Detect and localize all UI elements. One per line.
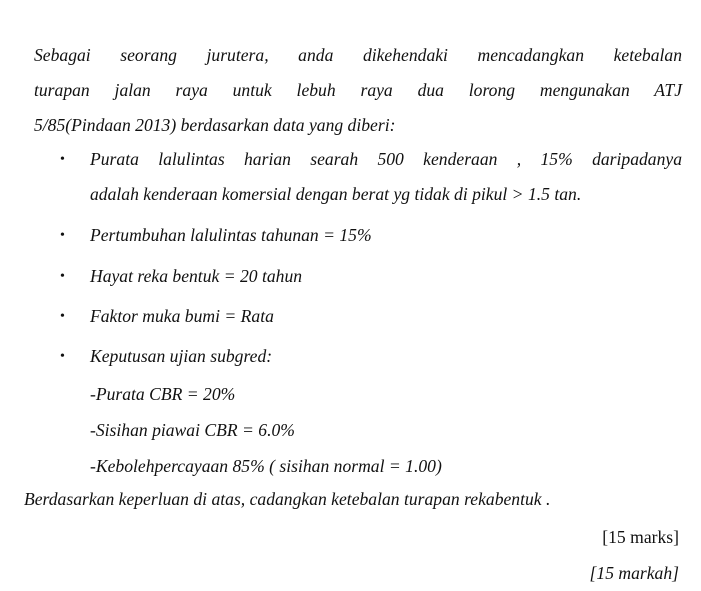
bullet-text: Keputusan ujian subgred: (90, 346, 273, 366)
bullet-text: Purata lalulintas harian searah 500 kenderaan , 15% daripadanya (90, 149, 682, 169)
marks-english: [15 marks] (602, 527, 679, 547)
subgrade-cbr-stdev: -Sisihan piawai CBR = 6.0% (90, 420, 295, 440)
bullet-text: Pertumbuhan lalulintas tahunan = 15% (90, 225, 372, 245)
subgrade-cbr-mean: -Purata CBR = 20% (90, 384, 236, 404)
question-instruction: Berdasarkan keperluan di atas, cadangkan ketebalan turapan rekabentuk . (24, 489, 551, 509)
bullet-icon: • (60, 228, 65, 243)
marks-malay: [15 markah] (589, 563, 679, 583)
subgrade-reliability: -Kebolehpercayaan 85% ( sisihan normal = 1.00) (90, 456, 442, 476)
bullet-icon: • (60, 349, 65, 364)
intro-line: Sebagai seorang jurutera, anda dikehendaki mencadangkan ketebalan (34, 45, 682, 65)
intro-line: 5/85(Pindaan 2013) berdasarkan data yang diberi: (34, 115, 396, 135)
bullet-text: Faktor muka bumi = Rata (90, 306, 274, 326)
intro-line: turapan jalan raya untuk lebuh raya dua lorong mengunakan ATJ (34, 80, 682, 100)
bullet-icon: • (60, 152, 65, 167)
question-intro (34, 38, 682, 143)
bullet-text: adalah kenderaan komersial dengan berat yg tidak di pikul > 1.5 tan. (90, 184, 582, 204)
bullet-text: Hayat reka bentuk = 20 tahun (90, 266, 303, 286)
bullet-icon: • (60, 269, 65, 284)
bullet-icon: • (60, 309, 65, 324)
